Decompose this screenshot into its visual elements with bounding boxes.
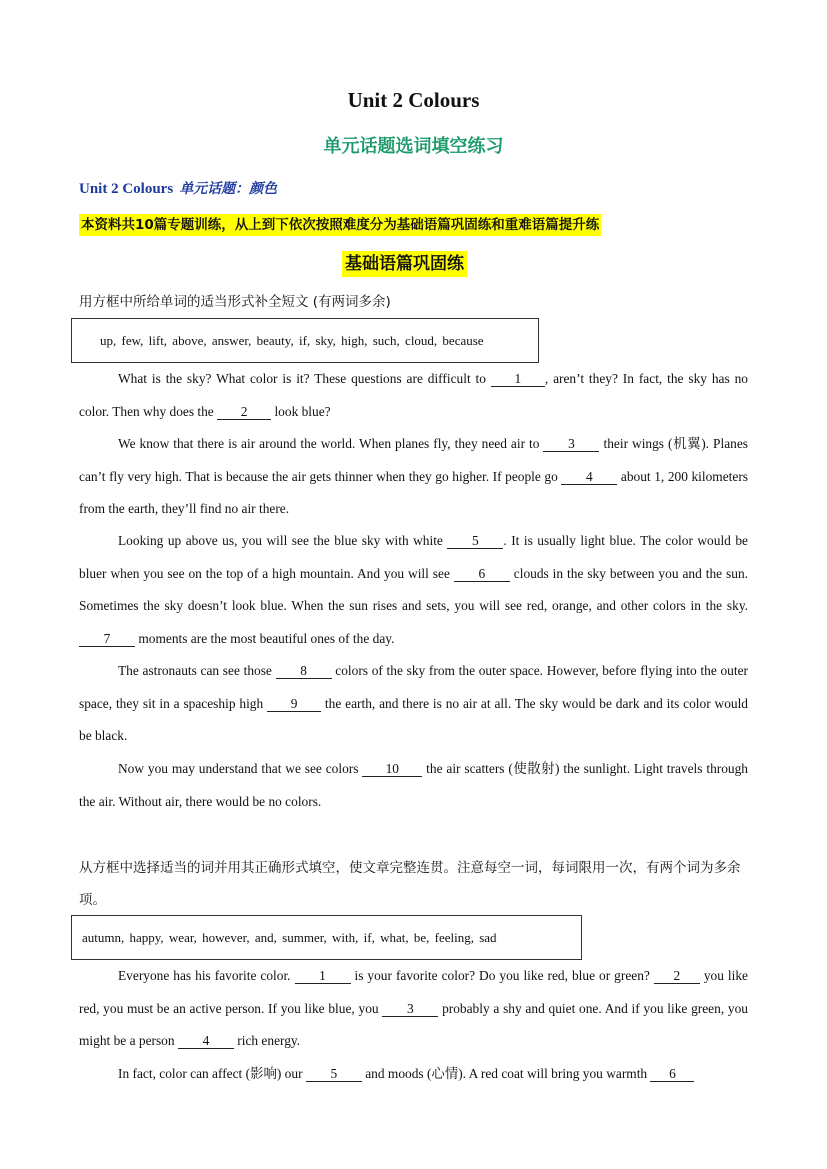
- blank-8[interactable]: 8: [276, 663, 332, 679]
- blank-3[interactable]: 3: [382, 1001, 438, 1017]
- paragraph-text: is your favorite color? Do you like red, blue or green?: [350, 968, 654, 983]
- unit-topic-unit: Unit 2 Colours: [79, 181, 174, 197]
- blank-4[interactable]: 4: [178, 1033, 234, 1049]
- unit-topic: [79, 178, 277, 198]
- blank-1[interactable]: 1: [491, 371, 545, 387]
- blank-10[interactable]: 10: [362, 761, 422, 777]
- exercise1-paragraph-4: [79, 655, 748, 753]
- paragraph-text: clouds in the sky between you and the sun. Sometimes the sky doesn’t look blue. When the sun rises and sets, you will see red, orange, and other colors in the sky.: [79, 565, 748, 613]
- paragraph-text: moments are the most beautiful ones of the day.: [135, 630, 395, 646]
- paragraph-text: Looking up above us, you will see the blue sky with white: [118, 533, 448, 548]
- exercise2-paragraph-1: [79, 960, 748, 1058]
- paragraph-text: colors of the sky from the outer space. However, before flying into the outer space, they sit in a spaceship high: [79, 663, 748, 711]
- paragraph-text: Now you may understand that we see colors: [118, 761, 363, 776]
- blank-6[interactable]: 6: [454, 566, 510, 582]
- exercise1-word-list: up, few, lift, above, answer, beauty, if, sky, high, such, cloud, because: [100, 332, 484, 348]
- document-subtitle: 单元话题选词填空练习: [323, 136, 504, 157]
- highlighted-notice: 本资料共10篇专题训练，从上到下依次按照难度分为基础语篇巩固练和重难语篇提升练: [79, 214, 601, 236]
- paragraph-text: The astronauts can see those: [118, 663, 276, 678]
- paragraph-text: about 1, 200 kilometers from the earth, they’ll find no air there.: [79, 468, 749, 516]
- paragraph-text: probably a shy and quiet one. And if you like green, you might be a person: [79, 1000, 748, 1048]
- blank-4[interactable]: 4: [561, 469, 617, 485]
- exercise1-paragraph-1: [79, 363, 748, 428]
- blank-5[interactable]: 5: [306, 1066, 362, 1082]
- blank-1[interactable]: 1: [295, 968, 351, 984]
- paragraph-text: you like red, you must be an active person. If you like blue, you: [79, 968, 748, 1016]
- exercise2-paragraph-2: [79, 1058, 748, 1091]
- paragraph-text: We know that there is air around the world. When planes fly, they need air to: [118, 436, 544, 451]
- exercise1-paragraph-3: [79, 525, 748, 655]
- exercise1-instruction: 用方框中所给单词的适当形式补全短文 (有两词多余): [79, 294, 391, 310]
- paragraph-text: and moods (心情). A red coat will bring you warmth: [361, 1066, 651, 1081]
- document-title: Unit 2 Colours: [347, 88, 480, 112]
- paragraph-text: What is the sky? What color is it? These questions are difficult to: [118, 371, 491, 386]
- exercise2-word-box: [71, 915, 582, 960]
- paragraph-text: the air scatters (使散射) the sunlight. Light travels through the air. Without air, there would be no colors.: [79, 761, 749, 809]
- unit-topic-label: 单元话题：颜色: [179, 181, 278, 197]
- exercise2-instruction: 从方框中选择适当的词并用其正确形式填空，使文章完整连贯。注意每空一词，每词限用一次，有两个词为多余项。: [79, 860, 741, 908]
- exercise1-paragraph-2: [79, 428, 748, 526]
- blank-7[interactable]: 7: [79, 631, 135, 647]
- paragraph-text: their wings (机翼). Planes can’t fly very high. That is because the air gets thinner when they go higher. If people go: [79, 436, 748, 484]
- paragraph-text: the earth, and there is no air at all. The sky would be dark and its color would be black.: [79, 695, 748, 743]
- exercise2-word-list: autumn, happy, wear, however, and, summer, with, if, what, be, feeling, sad: [82, 929, 497, 945]
- paragraph-text: Everyone has his favorite color.: [118, 968, 295, 983]
- exercise1-paragraph-5: [79, 753, 748, 818]
- blank-9[interactable]: 9: [267, 696, 321, 712]
- paragraph-text: look blue?: [271, 403, 331, 419]
- paragraph-text: In fact, color can affect (影响) our: [118, 1066, 306, 1081]
- paragraph-text: rich energy.: [233, 1033, 301, 1048]
- blank-3[interactable]: 3: [543, 436, 599, 452]
- exercise1-word-box: [71, 318, 539, 363]
- blank-2[interactable]: 2: [217, 404, 271, 420]
- paragraph-text: . It is usually light blue. The color would be bluer when you see on the top of a high mountain. And you will see: [79, 533, 748, 581]
- section-heading: 基础语篇巩固练: [342, 251, 467, 277]
- blank-5[interactable]: 5: [447, 533, 503, 549]
- blank-2[interactable]: 2: [654, 968, 700, 984]
- paragraph-text: , aren’t they? In fact, the sky has no color. Then why does the: [79, 371, 748, 419]
- blank-6[interactable]: 6: [650, 1066, 694, 1082]
